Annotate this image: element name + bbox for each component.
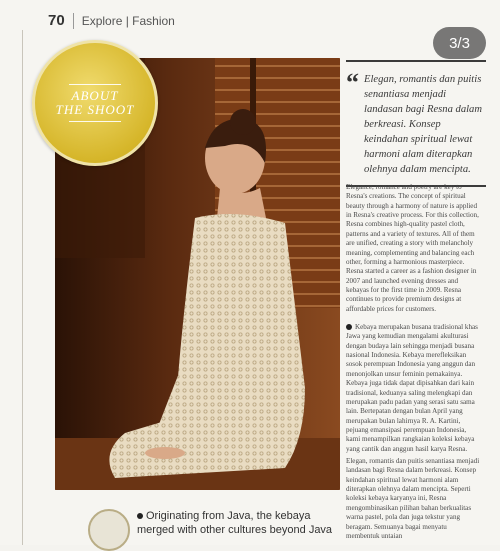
image-counter[interactable]: 3/3 <box>433 27 486 59</box>
body-column <box>346 183 482 314</box>
bullet-icon <box>346 324 352 330</box>
pull-quote <box>346 60 486 187</box>
pull-quote-text: Elegan, romantis dan puitis senantiasa menjadi landasan bagi Resna dalam berkreasi. Konsep keindahan spiritual lewat harmoni alam diterapkan olehnya dalam mencipta. <box>364 74 483 176</box>
body-paragraph-text: Kebaya merupakan busana tradisional khas Jawa yang kemudian mengalami akulturasi dengan budaya lain sehingga menjadi busana nasional Indonesia. Kebaya merefleksikan sosok perempuan Indonesia yang anggun dan menonjolkan unsur feminin pemakainya. Kebaya juga tidak dapat dipisahkan dari kain tradisional, keduanya saling melengkapi dan merupakan padu padan yang serasi satu sama lain. Bertepatan dengan bulan April yang merupakan bulan lahirnya R. A. Kartini, pejuang emansipasi perempuan Indonesia, kami menampilkan rangkaian koleksi kebaya yang cantik dan anggun hasil karya Resna. <box>346 323 478 453</box>
page-header <box>48 12 175 29</box>
header-divider <box>73 13 74 29</box>
body-paragraph-continuation: Elegan, romantis dan puitis senantiasa menjadi landasan bagi Resna dalam berkreasi. Konsep keindahan spiritual lewat harmoni alam diterapkan olehnya dalam mencipta. Seperti koleksi kebaya karyanya ini, Resna mengombinasikan pilihan bahan berkualitas warna pastel, pola dan juga tekstur yang beragam. Semuanya bagai menyatu membentuk untaian <box>346 457 480 540</box>
page-spine-rule <box>22 30 23 545</box>
body-paragraph-indonesian <box>346 323 482 454</box>
bullet-icon <box>137 513 143 519</box>
badge-label-line2: THE SHOOT <box>55 102 135 117</box>
quote-top-rule <box>346 60 486 62</box>
section-label: Explore | Fashion <box>81 13 175 28</box>
about-the-shoot-badge <box>32 40 158 166</box>
badge-ornament <box>69 121 121 122</box>
page-number: 70 <box>48 12 65 29</box>
quote-mark-icon: “ <box>346 68 359 97</box>
body-column <box>346 323 482 454</box>
badge-label-line1: ABOUT <box>71 87 119 103</box>
photo-caption <box>137 509 337 538</box>
body-column <box>346 457 482 541</box>
badge-ornament <box>69 84 121 85</box>
caption-text: Originating from Java, the kebaya merged with other cultures beyond Java <box>137 510 333 537</box>
body-paragraph-english: Elegance, romance and poetry are key to Resna's creations. The concept of spiritual beauty through a harmony of nature is applied in Resna's creative process. For this collection, Resna combines high-quality pastel cloth, patterns and a variety of textures. All of them are unified, creating a story with melancholy meaning, complementing and balancing each other, forming a harmonious masterpiece. Resna started a career as a fashion designer in 2007 and launched evening dresses and kebayas for the first time in 2009. Resna continues to provide premium designs at affordable prices for customers. <box>346 183 479 313</box>
